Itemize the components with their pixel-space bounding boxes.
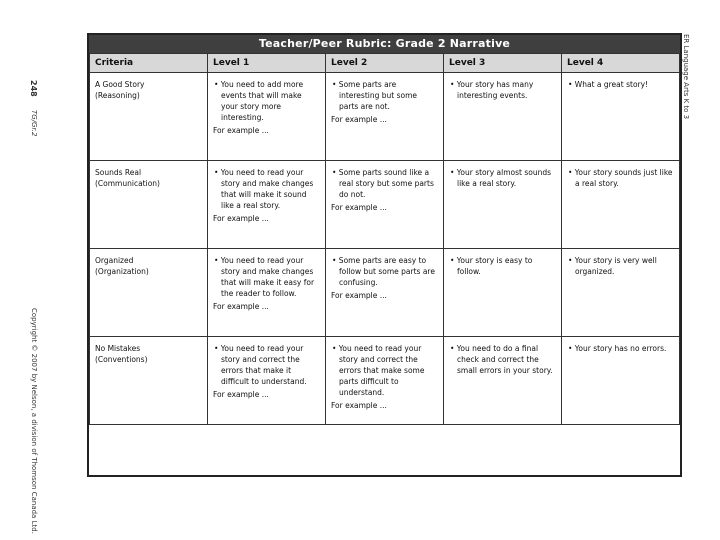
example-prompt: For example ... bbox=[213, 126, 269, 135]
example-prompt: For example ... bbox=[213, 214, 269, 223]
criteria-cell bbox=[90, 73, 208, 161]
level-cell bbox=[326, 249, 444, 337]
level-description: • Your story is easy to follow. bbox=[450, 256, 533, 276]
header-level-2: Level 2 bbox=[326, 54, 444, 73]
level-description: • What a great story! bbox=[568, 80, 649, 89]
level-cell bbox=[208, 73, 326, 161]
level-description: • Your story almost sounds like a real story. bbox=[450, 168, 552, 188]
header-criteria: Criteria bbox=[90, 54, 208, 73]
header-row bbox=[90, 54, 680, 73]
header-level-4: Level 4 bbox=[562, 54, 680, 73]
criteria-name: Organized bbox=[95, 256, 134, 265]
example-prompt: For example ... bbox=[213, 390, 269, 399]
table-row bbox=[90, 161, 680, 249]
level-cell bbox=[444, 73, 562, 161]
example-prompt: For example ... bbox=[331, 291, 387, 300]
criteria-category: (Communication) bbox=[95, 179, 160, 188]
table-row bbox=[90, 337, 680, 425]
criteria-cell bbox=[90, 337, 208, 425]
copyright-notice: Copyright © 2007 by Nelson, a division of Thomson Canada Ltd. bbox=[30, 308, 38, 534]
level-description: • Your story has no errors. bbox=[568, 344, 667, 353]
level-description: • Your story sounds just like a real story. bbox=[568, 168, 673, 188]
header-level-3: Level 3 bbox=[444, 54, 562, 73]
level-description: • You need to read your story and make changes that will make it easy for the reader to follow. bbox=[214, 256, 315, 298]
level-cell bbox=[562, 337, 680, 425]
level-cell bbox=[444, 161, 562, 249]
level-description: • You need to do a final check and correct the small errors in your story. bbox=[450, 344, 553, 375]
criteria-category: (Organization) bbox=[95, 267, 149, 276]
level-cell bbox=[444, 249, 562, 337]
level-cell bbox=[208, 249, 326, 337]
rubric-table bbox=[89, 53, 680, 425]
example-prompt: For example ... bbox=[331, 115, 387, 124]
example-prompt: For example ... bbox=[331, 401, 387, 410]
example-prompt: For example ... bbox=[331, 203, 387, 212]
level-description: • Some parts sound like a real story but some parts do not. bbox=[332, 168, 434, 199]
rubric-table-frame bbox=[87, 33, 682, 477]
criteria-cell bbox=[90, 249, 208, 337]
criteria-category: (Conventions) bbox=[95, 355, 148, 364]
criteria-cell bbox=[90, 161, 208, 249]
guide-code: TG/Gr.2 bbox=[30, 110, 38, 137]
level-cell bbox=[326, 337, 444, 425]
level-description: • You need to add more events that will make your story more interesting. bbox=[214, 80, 304, 122]
criteria-name: Sounds Real bbox=[95, 168, 142, 177]
level-cell bbox=[208, 161, 326, 249]
level-description: • You need to read your story and correct the errors that make some parts difficult to understand. bbox=[332, 344, 425, 397]
level-description: • Some parts are easy to follow but some parts are confusing. bbox=[332, 256, 435, 287]
page-number: 248 bbox=[29, 80, 38, 97]
criteria-name: No Mistakes bbox=[95, 344, 141, 353]
level-description: • You need to read your story and correct the errors that make it difficult to understand. bbox=[214, 344, 307, 386]
left-margin bbox=[8, 40, 38, 534]
level-cell bbox=[562, 161, 680, 249]
level-cell bbox=[326, 73, 444, 161]
table-row bbox=[90, 73, 680, 161]
header-level-1: Level 1 bbox=[208, 54, 326, 73]
table-row bbox=[90, 249, 680, 337]
level-cell bbox=[326, 161, 444, 249]
level-cell bbox=[444, 337, 562, 425]
level-description: • Your story has many interesting events. bbox=[450, 80, 534, 100]
example-prompt: For example ... bbox=[213, 302, 269, 311]
level-cell bbox=[562, 249, 680, 337]
criteria-category: (Reasoning) bbox=[95, 91, 140, 100]
rubric-title: Teacher/Peer Rubric: Grade 2 Narrative bbox=[89, 35, 680, 53]
level-description: • Some parts are interesting but some parts are not. bbox=[332, 80, 418, 111]
level-description: • Your story is very well organized. bbox=[568, 256, 657, 276]
level-cell bbox=[562, 73, 680, 161]
criteria-name: A Good Story bbox=[95, 80, 145, 89]
level-description: • You need to read your story and make changes that will make it sound like a real story. bbox=[214, 168, 314, 210]
level-cell bbox=[208, 337, 326, 425]
